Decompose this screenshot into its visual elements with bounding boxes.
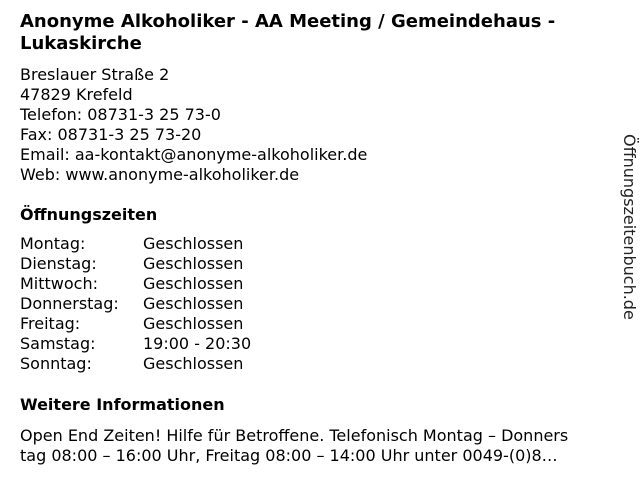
hours-time: Geschlossen — [143, 254, 244, 273]
email-address: Email: aa-kontakt@anonyme-alkoholiker.de — [20, 145, 368, 164]
site-watermark: Öffnungszeitenbuch.de — [620, 134, 639, 320]
hours-day: Sonntag: — [20, 354, 92, 373]
website: Web: www.anonyme-alkoholiker.de — [20, 165, 300, 184]
further-info-heading: Weitere Informationen — [20, 395, 225, 414]
further-info-text — [20, 426, 624, 466]
hours-time: Geschlossen — [143, 314, 244, 333]
address-block — [20, 65, 367, 185]
hours-day: Freitag: — [20, 314, 81, 333]
opening-hours-heading: Öffnungszeiten — [20, 205, 158, 224]
street-address: Breslauer Straße 2 — [20, 65, 170, 84]
hours-day: Dienstag: — [20, 254, 97, 273]
fax-number: Fax: 08731-3 25 73-20 — [20, 125, 202, 144]
city: 47829 Krefeld — [20, 85, 133, 104]
hours-day: Montag: — [20, 234, 86, 253]
phone-number: Telefon: 08731-3 25 73-0 — [20, 105, 221, 124]
hours-day: Samstag: — [20, 334, 96, 353]
info-line: tag 08:00 – 16:00 Uhr, Freitag 08:00 – 14:00 Uhr unter 0049-(0)8… — [20, 446, 558, 465]
hours-time: Geschlossen — [143, 294, 244, 313]
hours-day: Mittwoch: — [20, 274, 98, 293]
page-title: Anonyme Alkoholiker - AA Meeting / Gemeindehaus - Lukaskirche — [20, 11, 556, 54]
info-line: Open End Zeiten! Hilfe für Betroffene. Telefonisch Montag – Donners — [20, 426, 569, 445]
hours-time: Geschlossen — [143, 274, 244, 293]
hours-time: 19:00 - 20:30 — [143, 334, 252, 353]
hours-time: Geschlossen — [143, 354, 244, 373]
hours-time: Geschlossen — [143, 234, 244, 253]
hours-day: Donnerstag: — [20, 294, 119, 313]
